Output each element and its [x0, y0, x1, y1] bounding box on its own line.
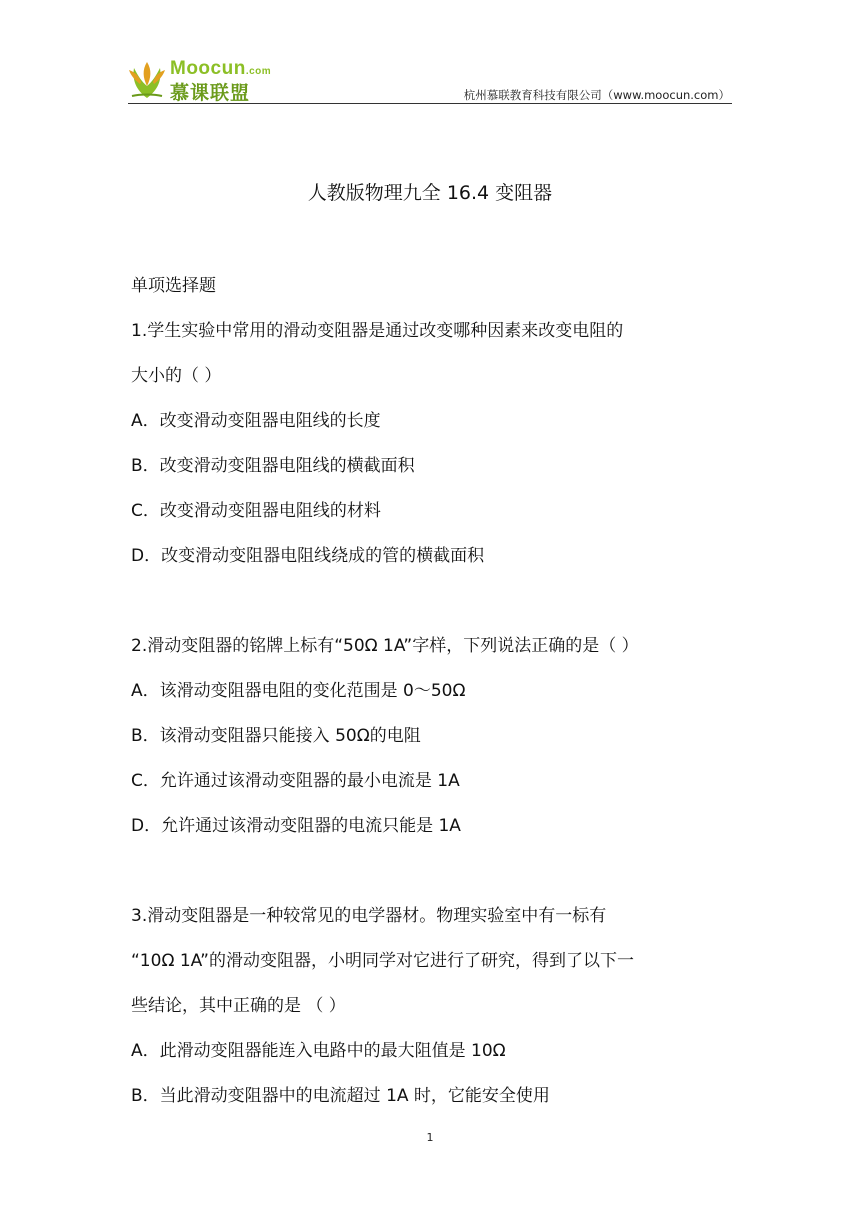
q2-stem: 2.滑动变阻器的铭牌上标有“50Ω 1A”字样，下列说法正确的是（ ）: [131, 636, 639, 656]
q3-option-a: A．此滑动变阻器能连入电路中的最大阻值是 10Ω: [131, 1041, 506, 1061]
q1-option-b: B．改变滑动变阻器电阻线的横截面积: [131, 456, 415, 476]
q1-stem-line2: 大小的（ ）: [131, 366, 222, 386]
q1-option-d: D．改变滑动变阻器电阻线绕成的管的横截面积: [131, 546, 485, 566]
q1-option-c: C．改变滑动变阻器电阻线的材料: [131, 501, 381, 521]
flower-logo-icon: [128, 60, 166, 100]
q3-stem-line1: 3.滑动变阻器是一种较常见的电学器材。物理实验室中有一标有: [131, 906, 607, 926]
q1-option-a: A．改变滑动变阻器电阻线的长度: [131, 411, 381, 431]
header-company: 杭州慕联教育科技有限公司（www.moocun.com）: [463, 88, 730, 102]
logo-text-en: Moocun.com: [170, 58, 272, 79]
q3-option-b: B．当此滑动变阻器中的电流超过 1A 时，它能安全使用: [131, 1086, 550, 1106]
header-divider: [128, 103, 732, 104]
q1-stem-line1: 1.学生实验中常用的滑动变阻器是通过改变哪种因素来改变电阻的: [131, 321, 624, 341]
page-number: 1: [426, 1131, 434, 1144]
q2-option-d: D．允许通过该滑动变阻器的电流只能是 1A: [131, 816, 461, 836]
q2-option-c: C．允许通过该滑动变阻器的最小电流是 1A: [131, 771, 460, 791]
logo-text-cn: 慕课联盟: [170, 82, 251, 104]
q3-stem-line3: 些结论，其中正确的是 （ ）: [131, 996, 346, 1016]
q2-option-a: A．该滑动变阻器电阻的变化范围是 0～50Ω: [131, 681, 466, 701]
q2-option-b: B．该滑动变阻器只能接入 50Ω的电阻: [131, 726, 421, 746]
q3-stem-line2: “10Ω 1A”的滑动变阻器，小明同学对它进行了研究，得到了以下一: [131, 951, 634, 971]
moocun-logo: [128, 56, 283, 104]
section-heading: 单项选择题: [131, 276, 216, 296]
page-title: 人教版物理九全 16.4 变阻器: [307, 182, 553, 204]
